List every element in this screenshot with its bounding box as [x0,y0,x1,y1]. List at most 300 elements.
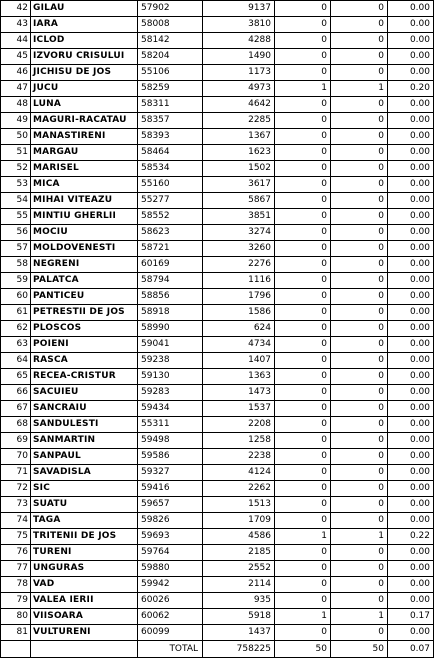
table-body [1,1,434,641]
total-col6: 50 [331,641,388,658]
total-label: TOTAL [138,641,203,658]
population-cell: 3810 [203,17,275,33]
population-cell: 4124 [203,465,275,481]
row-number-cell: 52 [1,161,31,177]
rate-cell: 0.00 [388,497,434,513]
rate-cell: 0.00 [388,305,434,321]
population-cell: 4642 [203,97,275,113]
total-population: 758225 [203,641,275,658]
siruta-code-cell: 59434 [138,401,203,417]
row-number-cell: 51 [1,145,31,161]
row-number-cell: 55 [1,209,31,225]
siruta-code-cell: 58311 [138,97,203,113]
table-row [1,305,434,321]
population-cell: 9137 [203,1,275,17]
count-b-cell: 0 [331,49,388,65]
table-row [1,417,434,433]
count-a-cell: 0 [275,433,331,449]
locality-name-cell: POIENI [31,337,138,353]
siruta-code-cell: 59238 [138,353,203,369]
count-a-cell: 0 [275,241,331,257]
locality-name-cell: MOLDOVENESTI [31,241,138,257]
population-cell: 1437 [203,625,275,641]
population-cell: 2276 [203,257,275,273]
count-a-cell: 0 [275,449,331,465]
siruta-code-cell: 58357 [138,113,203,129]
locality-name-cell: MAGURI-RACATAU [31,113,138,129]
rate-cell: 0.00 [388,289,434,305]
row-number-cell: 48 [1,97,31,113]
table-row [1,1,434,17]
row-number-cell: 45 [1,49,31,65]
count-a-cell: 0 [275,1,331,17]
count-b-cell: 1 [331,609,388,625]
count-a-cell: 0 [275,305,331,321]
rate-cell: 0.00 [388,113,434,129]
count-b-cell: 0 [331,129,388,145]
rate-cell: 0.00 [388,1,434,17]
locality-name-cell: MOCIU [31,225,138,241]
row-number-cell: 56 [1,225,31,241]
table-row [1,241,434,257]
count-a-cell: 0 [275,145,331,161]
population-cell: 4973 [203,81,275,97]
count-b-cell: 0 [331,305,388,321]
count-a-cell: 0 [275,33,331,49]
count-b-cell: 0 [331,577,388,593]
siruta-code-cell: 59826 [138,513,203,529]
row-number-cell: 77 [1,561,31,577]
count-b-cell: 1 [331,529,388,545]
table-row [1,577,434,593]
count-a-cell: 1 [275,609,331,625]
count-b-cell: 0 [331,113,388,129]
total-rate: 0.07 [388,641,434,658]
rate-cell: 0.00 [388,65,434,81]
population-cell: 5867 [203,193,275,209]
count-b-cell: 0 [331,337,388,353]
count-a-cell: 0 [275,337,331,353]
locality-name-cell: TURENI [31,545,138,561]
rate-cell: 0.00 [388,257,434,273]
population-cell: 1363 [203,369,275,385]
row-number-cell: 80 [1,609,31,625]
siruta-code-cell: 59130 [138,369,203,385]
count-a-cell: 0 [275,513,331,529]
siruta-code-cell: 58393 [138,129,203,145]
population-cell: 4734 [203,337,275,353]
locality-name-cell: VAD [31,577,138,593]
siruta-code-cell: 59942 [138,577,203,593]
population-cell: 1407 [203,353,275,369]
count-b-cell: 0 [331,385,388,401]
count-a-cell: 0 [275,385,331,401]
row-number-cell: 71 [1,465,31,481]
table-row [1,97,434,113]
rate-cell: 0.00 [388,161,434,177]
siruta-code-cell: 58794 [138,273,203,289]
count-a-cell: 0 [275,289,331,305]
row-number-cell: 57 [1,241,31,257]
count-a-cell: 0 [275,625,331,641]
population-cell: 3851 [203,209,275,225]
count-a-cell: 0 [275,273,331,289]
count-b-cell: 0 [331,225,388,241]
population-cell: 1586 [203,305,275,321]
rate-cell: 0.00 [388,193,434,209]
siruta-code-cell: 58464 [138,145,203,161]
rate-cell: 0.00 [388,337,434,353]
table-row [1,609,434,625]
rate-cell: 0.00 [388,369,434,385]
population-cell: 1473 [203,385,275,401]
row-number-cell: 81 [1,625,31,641]
population-cell: 1367 [203,129,275,145]
table-row [1,529,434,545]
count-b-cell: 0 [331,257,388,273]
siruta-code-cell: 59586 [138,449,203,465]
row-number-cell: 76 [1,545,31,561]
count-a-cell: 0 [275,369,331,385]
rate-cell: 0.00 [388,385,434,401]
rate-cell: 0.00 [388,353,434,369]
table-row [1,161,434,177]
locality-name-cell: PALATCA [31,273,138,289]
locality-name-cell: VALEA IERII [31,593,138,609]
rate-cell: 0.00 [388,273,434,289]
row-number-cell: 60 [1,289,31,305]
rate-cell: 0.00 [388,177,434,193]
siruta-code-cell: 58990 [138,321,203,337]
locality-name-cell: TRITENII DE JOS [31,529,138,545]
rate-cell: 0.00 [388,417,434,433]
count-a-cell: 0 [275,545,331,561]
locality-name-cell: ICLOD [31,33,138,49]
count-b-cell: 0 [331,193,388,209]
locality-name-cell: RECEA-CRISTUR [31,369,138,385]
siruta-code-cell: 59693 [138,529,203,545]
count-b-cell: 0 [331,1,388,17]
table-row [1,481,434,497]
row-number-cell: 70 [1,449,31,465]
count-a-cell: 0 [275,225,331,241]
siruta-code-cell: 59657 [138,497,203,513]
rate-cell: 0.00 [388,401,434,417]
count-a-cell: 0 [275,401,331,417]
count-a-cell: 0 [275,97,331,113]
table-row [1,81,434,97]
population-cell: 2285 [203,113,275,129]
siruta-code-cell: 58918 [138,305,203,321]
siruta-code-cell: 58534 [138,161,203,177]
rate-cell: 0.00 [388,145,434,161]
count-a-cell: 0 [275,593,331,609]
siruta-code-cell: 58259 [138,81,203,97]
count-b-cell: 0 [331,449,388,465]
count-b-cell: 0 [331,65,388,81]
rate-cell: 0.00 [388,449,434,465]
count-b-cell: 0 [331,401,388,417]
population-cell: 3274 [203,225,275,241]
population-cell: 1709 [203,513,275,529]
locality-name-cell: MIHAI VITEAZU [31,193,138,209]
count-b-cell: 1 [331,81,388,97]
row-number-cell: 63 [1,337,31,353]
row-number-cell: 50 [1,129,31,145]
locality-name-cell: RASCA [31,353,138,369]
rate-cell: 0.00 [388,433,434,449]
siruta-code-cell: 55106 [138,65,203,81]
count-b-cell: 0 [331,593,388,609]
table-row [1,49,434,65]
siruta-code-cell: 57902 [138,1,203,17]
table-row [1,113,434,129]
count-b-cell: 0 [331,465,388,481]
count-a-cell: 0 [275,129,331,145]
count-b-cell: 0 [331,241,388,257]
count-a-cell: 0 [275,193,331,209]
count-a-cell: 0 [275,17,331,33]
row-number-cell: 43 [1,17,31,33]
population-cell: 4586 [203,529,275,545]
locality-name-cell: MICA [31,177,138,193]
count-a-cell: 0 [275,113,331,129]
table-row [1,145,434,161]
locality-name-cell: GILAU [31,1,138,17]
table-row [1,257,434,273]
row-number-cell: 61 [1,305,31,321]
table-row [1,33,434,49]
count-b-cell: 0 [331,145,388,161]
row-number-cell: 78 [1,577,31,593]
count-a-cell: 0 [275,161,331,177]
count-a-cell: 1 [275,529,331,545]
row-number-cell: 54 [1,193,31,209]
row-number-cell: 69 [1,433,31,449]
count-b-cell: 0 [331,97,388,113]
locality-name-cell: SANDULESTI [31,417,138,433]
rate-cell: 0.00 [388,625,434,641]
siruta-code-cell: 58142 [138,33,203,49]
count-a-cell: 0 [275,353,331,369]
rate-cell: 0.00 [388,561,434,577]
population-cell: 1796 [203,289,275,305]
table-row [1,273,434,289]
siruta-code-cell: 60169 [138,257,203,273]
rate-cell: 0.20 [388,81,434,97]
table-row [1,433,434,449]
siruta-code-cell: 58008 [138,17,203,33]
population-cell: 1490 [203,49,275,65]
locality-name-cell: SANPAUL [31,449,138,465]
table-row [1,465,434,481]
locality-name-cell: SUATU [31,497,138,513]
count-a-cell: 0 [275,65,331,81]
locality-name-cell: VULTURENI [31,625,138,641]
count-a-cell: 0 [275,577,331,593]
count-b-cell: 0 [331,177,388,193]
table-row [1,177,434,193]
count-a-cell: 0 [275,417,331,433]
row-number-cell: 59 [1,273,31,289]
row-number-cell: 53 [1,177,31,193]
row-number-cell: 44 [1,33,31,49]
total-empty-cell [31,641,138,658]
table-row [1,449,434,465]
rate-cell: 0.00 [388,577,434,593]
count-a-cell: 0 [275,465,331,481]
population-cell: 4288 [203,33,275,49]
population-cell: 1513 [203,497,275,513]
table-row [1,193,434,209]
locality-name-cell: IZVORU CRISULUI [31,49,138,65]
locality-name-cell: SACUIEU [31,385,138,401]
count-b-cell: 0 [331,353,388,369]
locality-name-cell: MARGAU [31,145,138,161]
count-a-cell: 1 [275,81,331,97]
table-row [1,209,434,225]
count-a-cell: 0 [275,49,331,65]
locality-name-cell: SAVADISLA [31,465,138,481]
count-a-cell: 0 [275,481,331,497]
count-b-cell: 0 [331,321,388,337]
population-cell: 2185 [203,545,275,561]
locality-name-cell: IARA [31,17,138,33]
count-a-cell: 0 [275,497,331,513]
rate-cell: 0.00 [388,593,434,609]
population-cell: 1258 [203,433,275,449]
population-cell: 3617 [203,177,275,193]
siruta-code-cell: 59283 [138,385,203,401]
row-number-cell: 49 [1,113,31,129]
siruta-code-cell: 59498 [138,433,203,449]
total-col5: 50 [275,641,331,658]
row-number-cell: 65 [1,369,31,385]
locality-name-cell: LUNA [31,97,138,113]
rate-cell: 0.00 [388,545,434,561]
total-empty-cell [1,641,31,658]
count-b-cell: 0 [331,273,388,289]
locality-name-cell: NEGRENI [31,257,138,273]
table-row [1,289,434,305]
locality-name-cell: MARISEL [31,161,138,177]
siruta-code-cell: 60026 [138,593,203,609]
rate-cell: 0.00 [388,465,434,481]
siruta-code-cell: 60099 [138,625,203,641]
row-number-cell: 74 [1,513,31,529]
table-row [1,385,434,401]
table-row [1,337,434,353]
rate-cell: 0.00 [388,33,434,49]
table-row [1,625,434,641]
siruta-code-cell: 58721 [138,241,203,257]
table-row [1,225,434,241]
table-row [1,129,434,145]
count-a-cell: 0 [275,561,331,577]
population-cell: 1502 [203,161,275,177]
siruta-code-cell: 59416 [138,481,203,497]
population-cell: 1173 [203,65,275,81]
siruta-code-cell: 59764 [138,545,203,561]
locality-name-cell: TAGA [31,513,138,529]
siruta-code-cell: 58552 [138,209,203,225]
table-row [1,497,434,513]
row-number-cell: 73 [1,497,31,513]
rate-cell: 0.00 [388,17,434,33]
count-b-cell: 0 [331,209,388,225]
row-number-cell: 75 [1,529,31,545]
locality-name-cell: SANCRAIU [31,401,138,417]
count-b-cell: 0 [331,545,388,561]
table-row [1,401,434,417]
row-number-cell: 79 [1,593,31,609]
siruta-code-cell: 55277 [138,193,203,209]
rate-cell: 0.00 [388,321,434,337]
row-number-cell: 72 [1,481,31,497]
rate-cell: 0.00 [388,129,434,145]
rate-cell: 0.00 [388,97,434,113]
population-cell: 935 [203,593,275,609]
table-row [1,593,434,609]
population-cell: 624 [203,321,275,337]
rate-cell: 0.00 [388,49,434,65]
count-b-cell: 0 [331,561,388,577]
table-row [1,561,434,577]
table-row [1,353,434,369]
row-number-cell: 62 [1,321,31,337]
siruta-code-cell: 55160 [138,177,203,193]
population-cell: 2262 [203,481,275,497]
population-cell: 1116 [203,273,275,289]
count-b-cell: 0 [331,17,388,33]
locality-name-cell: MINTIU GHERLII [31,209,138,225]
rate-cell: 0.00 [388,513,434,529]
count-a-cell: 0 [275,257,331,273]
count-b-cell: 0 [331,433,388,449]
siruta-code-cell: 58856 [138,289,203,305]
row-number-cell: 67 [1,401,31,417]
table-row [1,513,434,529]
population-cell: 1623 [203,145,275,161]
count-b-cell: 0 [331,625,388,641]
rate-cell: 0.17 [388,609,434,625]
locality-name-cell: UNGURAS [31,561,138,577]
population-cell: 3260 [203,241,275,257]
table-row [1,369,434,385]
locality-name-cell: SANMARTIN [31,433,138,449]
count-a-cell: 0 [275,177,331,193]
total-row [1,641,434,658]
count-b-cell: 0 [331,369,388,385]
siruta-code-cell: 58204 [138,49,203,65]
locality-name-cell: PLOSCOS [31,321,138,337]
locality-name-cell: VIISOARA [31,609,138,625]
rate-cell: 0.00 [388,241,434,257]
siruta-code-cell: 55311 [138,417,203,433]
rate-cell: 0.00 [388,209,434,225]
table-row [1,65,434,81]
table-row [1,321,434,337]
count-a-cell: 0 [275,209,331,225]
locality-name-cell: JUCU [31,81,138,97]
row-number-cell: 68 [1,417,31,433]
locality-name-cell: JICHISU DE JOS [31,65,138,81]
count-b-cell: 0 [331,33,388,49]
row-number-cell: 64 [1,353,31,369]
count-b-cell: 0 [331,481,388,497]
population-cell: 2238 [203,449,275,465]
row-number-cell: 66 [1,385,31,401]
